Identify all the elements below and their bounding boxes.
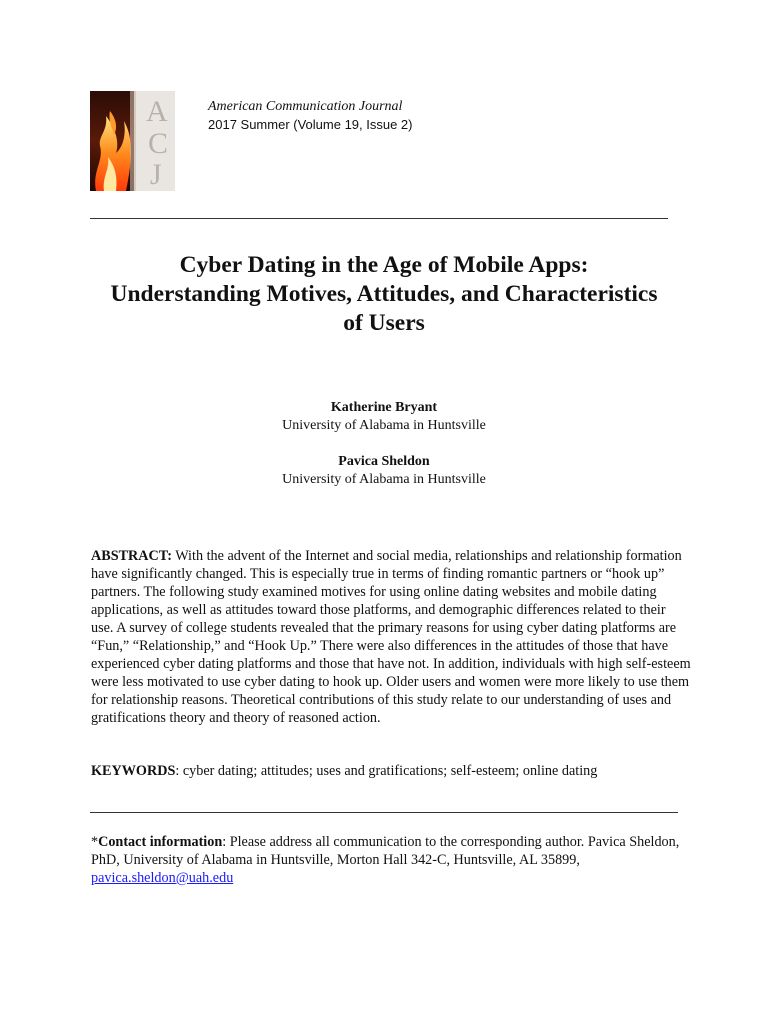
keywords-label: KEYWORDS — [91, 763, 176, 779]
contact-text: : Please address all communication to the corresponding author. Pavica Sheldon, PhD, University of Alabama in Huntsville, Morton Hall 342-C, Huntsville, AL 35899, — [91, 834, 680, 868]
footnote-divider — [90, 812, 678, 813]
author-affiliation: University of Alabama in Huntsville — [282, 418, 486, 433]
contact-email-link[interactable]: pavica.sheldon@uah.edu — [91, 870, 234, 886]
title-line-2: Understanding Motives, Attitudes, and Characteristics — [110, 281, 658, 307]
journal-name: American Communication Journal — [208, 99, 403, 114]
header-divider — [90, 218, 668, 219]
svg-text:C: C — [148, 127, 169, 160]
footnote-marker: * — [91, 834, 99, 850]
contact-footnote — [91, 833, 691, 887]
contact-label: Contact information — [98, 834, 223, 850]
author-affiliation: University of Alabama in Huntsville — [282, 472, 486, 487]
author-block — [0, 453, 768, 489]
abstract-label: ABSTRACT: — [91, 548, 172, 564]
author-name: Pavica Sheldon — [338, 454, 430, 469]
journal-header — [208, 98, 413, 134]
journal-issue: 2017 Summer (Volume 19, Issue 2) — [208, 117, 413, 132]
svg-text:A: A — [146, 95, 168, 128]
logo-lettering — [134, 91, 175, 191]
author-block — [0, 399, 768, 435]
author-name: Katherine Bryant — [330, 400, 438, 415]
keywords — [91, 762, 691, 780]
abstract — [91, 547, 691, 727]
paper-title — [60, 251, 708, 338]
title-line-3: of Users — [343, 310, 425, 336]
keywords-text: : cyber dating; attitudes; uses and gratifications; self-esteem; online dating — [175, 763, 598, 779]
svg-text:J: J — [150, 158, 162, 191]
journal-logo — [90, 91, 175, 191]
title-line-1: Cyber Dating in the Age of Mobile Apps: — [179, 252, 589, 278]
abstract-text: With the advent of the Internet and social media, relationships and relationship formation have significantly changed. This is especially true in terms of finding romantic partners or “hook up” partners. The following study examined motives for using online dating websites and mobile dating applications, as well as attitudes toward those platforms, and demographic differences related to their use. A survey of college students revealed that the primary reasons for using cyber dating platforms are “Fun,” “Relationship,” and “Hook Up.” There were also differences in the attitudes of those that have experienced cyber dating platforms and those that have not. In addition, individuals with high self-esteem were less motivated to use cyber dating to hook up. Older users and women were more likely to use them for relationship reasons. Theoretical contributions of this study relate to our understanding of uses and gratifications theory and theory of reasoned action. — [91, 548, 691, 726]
